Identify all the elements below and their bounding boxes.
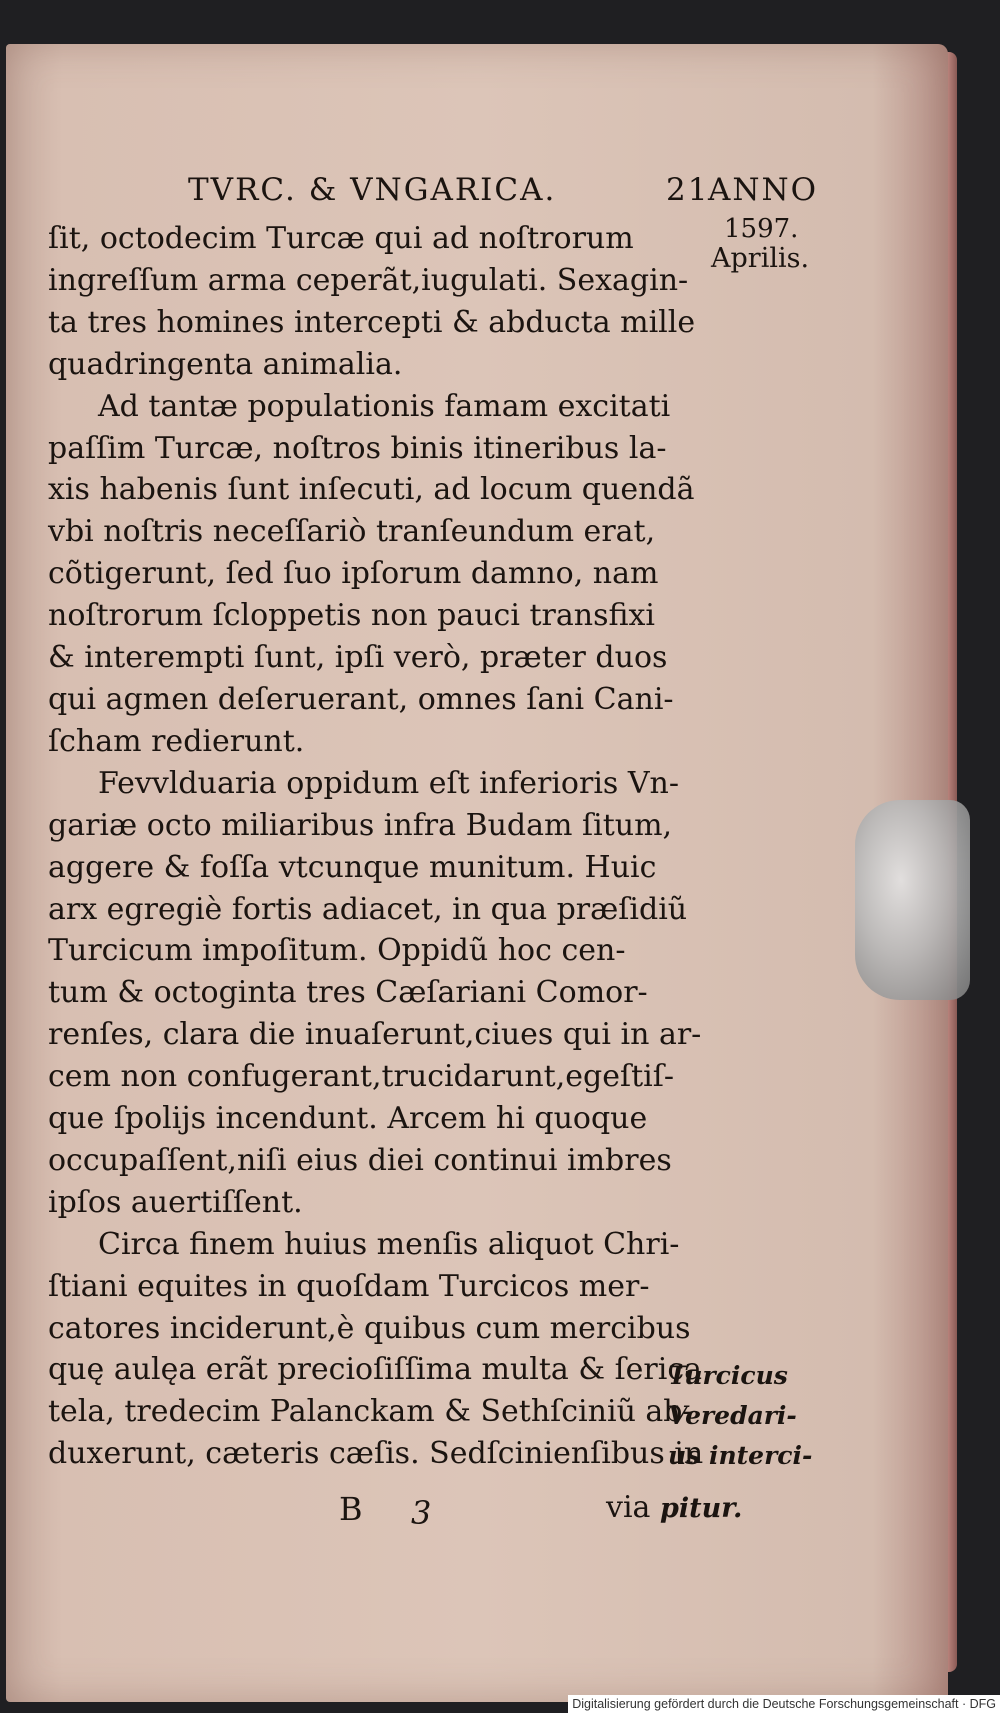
text-line: que ſpolijs incendunt. Arcem hi quoque xyxy=(48,1101,648,1137)
text-line: arx egregiè fortis adiacet, in qua præſidiũ xyxy=(48,891,688,927)
text-line: xis habenis ſunt inſecuti, ad locum quendã xyxy=(48,472,695,508)
text-line: paſſim Turcæ, noſtros binis itineribus la- xyxy=(48,430,667,466)
text-line: Turcicum impoſitum. Oppidũ hoc cen- xyxy=(48,933,626,969)
text-line: tum & octoginta tres Cæſariani Comor- xyxy=(48,975,648,1011)
text-line: Circa finem huius menſis aliquot Chri- xyxy=(98,1226,680,1262)
signature-mark xyxy=(339,1490,432,1532)
text-line: ſit, octodecim Turcæ qui ad noſtrorum xyxy=(48,221,634,256)
text-line: tela, tredecim Palanckam & Sethſciniũ ab- xyxy=(48,1394,693,1430)
catchword xyxy=(606,1490,742,1525)
side-note-line: Turcicus xyxy=(668,1361,788,1390)
text-line: cõtigerunt, ſed ſuo ipſorum damno, nam xyxy=(48,556,659,592)
side-note-last-line: pitur. xyxy=(659,1493,743,1524)
text-line: qui agmen deſeruerant, omnes ſani Cani- xyxy=(48,681,674,717)
page-number: 21 xyxy=(666,172,710,208)
signature-letter: B xyxy=(339,1490,363,1528)
text-line: ipſos auertiſſent. xyxy=(48,1184,303,1220)
text-body xyxy=(48,218,708,1475)
text-line: & interempti ſunt, ipſi verò, præter duos xyxy=(48,640,668,676)
text-line: noſtrorum ſcloppetis non pauci transfixi xyxy=(48,598,656,634)
text-line: gariæ octo miliaribus infra Budam ſitum, xyxy=(48,807,673,843)
catchword-text: via xyxy=(606,1490,651,1525)
book-page xyxy=(6,44,948,1702)
text-line: occupaſſent,niſi eius diei continui imbres xyxy=(48,1142,672,1178)
text-line: vbi noſtris neceſſariò tranſeundum erat, xyxy=(48,514,656,550)
text-line: Ad tantæ populationis famam excitati xyxy=(98,388,671,424)
text-line: quadringenta animalia. xyxy=(48,346,403,382)
margin-month: Aprilis. xyxy=(711,243,810,274)
text-line: ta tres homines intercepti & abducta mille xyxy=(48,304,696,340)
margin-year: 1597. xyxy=(724,214,799,244)
text-line: quę aulęa erãt precioſiſſima multa & ſerica xyxy=(48,1352,703,1388)
side-note-line: us interci- xyxy=(668,1441,813,1470)
digitization-credit: Digitalisierung gefördert durch die Deutsche Forschungsgemeinschaft · DFG xyxy=(568,1695,1000,1713)
text-line: Fevvlduaria oppidum eſt inferioris Vn- xyxy=(98,765,679,801)
text-line: cem non confugerant,trucidarunt,egeſtiſ- xyxy=(48,1059,674,1095)
text-line: aggere & foſſa vtcunque munitum. Huic xyxy=(48,849,657,885)
text-line: ſcham redierunt. xyxy=(48,723,305,759)
text-line: ſtiani equites in quoſdam Turcicos mer- xyxy=(48,1268,650,1304)
running-title: TVRC. & VNGARICA. xyxy=(188,172,557,208)
anno-label: ANNO xyxy=(708,172,819,208)
text-line: renſes, clara die inuaſerunt,ciues qui in ar- xyxy=(48,1017,702,1053)
signature-number: 3 xyxy=(411,1494,432,1532)
side-note xyxy=(668,1356,812,1476)
page-clip xyxy=(855,800,970,1000)
text-line: catores inciderunt,è quibus cum mercibus xyxy=(48,1310,691,1346)
text-line: duxerunt, cæteris cæſis. Sedſcinienſibus in xyxy=(48,1436,704,1472)
text-line: ingreſſum arma ceperãt,iugulati. Sexagin- xyxy=(48,262,689,298)
side-note-line: Veredari- xyxy=(668,1401,797,1430)
